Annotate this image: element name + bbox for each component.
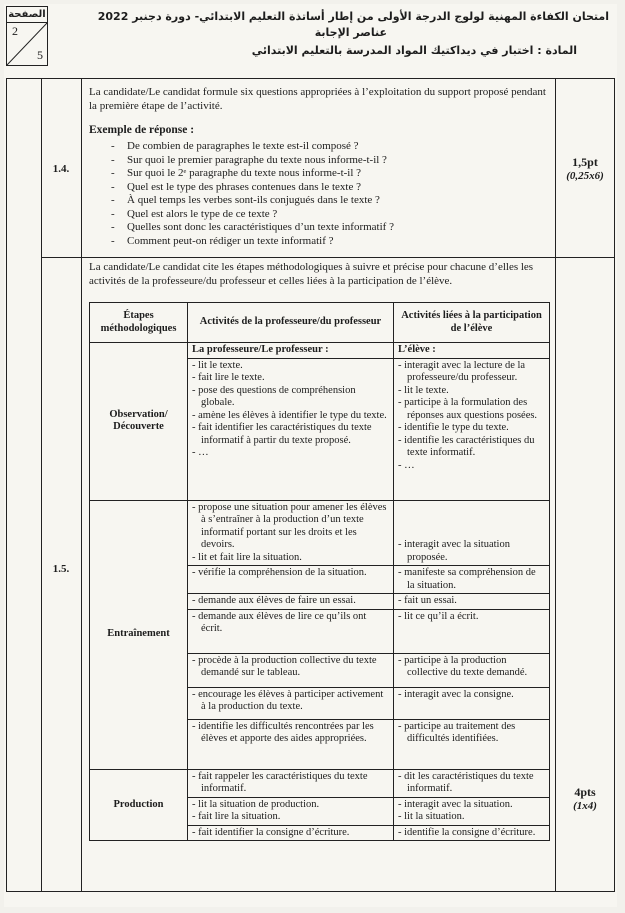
header-student-activities: Activités liées à la participation de l’élève — [394, 303, 550, 343]
header-steps: Étapes méthodologiques — [90, 303, 188, 343]
q14-points-detail: (0,25x6) — [566, 170, 604, 182]
points-column-rule — [555, 79, 556, 891]
number-column-rule — [81, 79, 82, 891]
training-teacher-cell — [188, 500, 394, 566]
activity-item: - fait lire la situation. — [192, 811, 281, 822]
q15-points-detail: (1x4) — [573, 800, 597, 812]
page-number: 2 — [12, 24, 18, 38]
production-student-cell — [394, 825, 550, 841]
activity-item: - propose une situation pour amener les élèves à s’entraîner à la production d’un texte informatif portant sur les droits et les devoirs. — [192, 501, 387, 550]
training-student-cell — [394, 594, 550, 610]
student-subheader: L’élève : — [394, 343, 550, 359]
example-question: - À quel temps les verbes sont-ils conjugués dans le texte ? — [111, 194, 551, 208]
example-question: - Quelles sont donc les caractéristiques d’un texte informatif ? — [111, 221, 551, 235]
activity-item: - identifie le type du texte. — [398, 422, 509, 433]
activity-item: - procède à la production collective du texte demandé sur le tableau. — [192, 654, 377, 678]
production-student-cell — [394, 769, 550, 797]
training-teacher-cell — [188, 566, 394, 594]
training-teacher-cell — [188, 653, 394, 687]
activity-item: - lit le texte. — [398, 384, 449, 396]
margin-rule — [41, 79, 42, 891]
activity-item: - encourage les élèves à participer activement à la production du texte. — [192, 688, 384, 712]
activity-item: - dit les caractéristiques du texte informatif. — [398, 770, 534, 794]
activity-item: - interagit avec la consigne. — [398, 688, 514, 700]
q14-points-value: 1,5pt — [572, 155, 598, 169]
question-number-1-5: 1.5. — [52, 563, 70, 575]
activity-item: - interagit avec la situation. — [398, 798, 513, 810]
production-teacher-cell — [188, 769, 394, 797]
activity-item: - demande aux élèves de lire ce qu’ils ont écrit. — [192, 610, 367, 634]
observation-teacher-cell — [188, 358, 394, 500]
production-teacher-cell — [188, 825, 394, 841]
answer-frame — [6, 78, 615, 892]
training-student-cell — [394, 609, 550, 653]
training-student-cell — [394, 566, 550, 594]
exam-answer-page — [4, 4, 617, 907]
stage-observation: Observation/ Découverte — [90, 343, 188, 501]
training-teacher-cell — [188, 594, 394, 610]
page-number-box — [6, 6, 48, 66]
activity-item: - amène les élèves à identifier le type du texte. — [192, 409, 387, 421]
example-question: - Sur quoi le 2ᵉ paragraphe du texte nous informe-t-il ? — [111, 167, 551, 181]
activity-item: - vérifie la compréhension de la situation. — [192, 567, 367, 578]
training-teacher-cell — [188, 687, 394, 719]
example-question: - Sur quoi le premier paragraphe du texte nous informe-t-il ? — [111, 154, 551, 168]
activity-item: - interagit avec la situation proposée. — [398, 539, 510, 563]
methodology-table — [89, 302, 550, 841]
page-label: الصفحة — [7, 7, 47, 23]
training-student-cell — [394, 719, 550, 769]
teacher-subheader: La professeure/Le professeur : — [188, 343, 394, 359]
subject-title: المادة : اختبار في ديداكتيك المواد المدرسة بالتعليم الابتدائي — [251, 44, 577, 57]
q15-instruction: La candidate/Le candidat cite les étapes méthodologiques à suivre et précise pour chacune d’elles les activités de la professeure/du professeur et celles liées à la participation de l’élève. — [89, 261, 534, 287]
activity-item: - identifie la consigne d’écriture. — [398, 826, 536, 838]
example-questions-list — [111, 140, 551, 248]
activity-item: - … — [398, 459, 415, 471]
activity-item: - manifeste sa compréhension de la situation. — [398, 567, 536, 591]
activity-item: - fait rappeler les caractéristiques du texte informatif. — [192, 770, 368, 794]
training-student-cell — [394, 653, 550, 687]
question-number-1-4: 1.4. — [52, 163, 70, 175]
activity-item: - participe à la production collective du texte demandé. — [398, 654, 528, 678]
activity-item: - lit ce qu’il a écrit. — [398, 610, 479, 622]
q15-points-value: 4pts — [574, 785, 596, 799]
activity-item: - fait identifier la consigne d’écriture. — [192, 826, 350, 838]
page-total: 5 — [37, 48, 43, 62]
production-teacher-cell — [188, 797, 394, 825]
activity-item: - lit la situation. — [398, 811, 465, 822]
example-question: - Quel est le type des phrases contenues dans le texte ? — [111, 181, 551, 195]
example-question: - De combien de paragraphes le texte est-il composé ? — [111, 140, 551, 154]
activity-item: - interagit avec la lecture de la professeure/du professeur. — [398, 359, 526, 383]
page-header — [4, 4, 617, 70]
activity-item: - identifie les caractéristiques du texte informatif. — [398, 434, 535, 458]
question-separator — [41, 257, 614, 258]
stage-production: Production — [90, 769, 188, 841]
q14-points — [557, 155, 613, 182]
activity-item: - pose des questions de compréhension globale. — [192, 384, 356, 408]
activity-item: - fait lire le texte. — [192, 372, 265, 383]
observation-student-cell — [394, 358, 550, 500]
q15-points — [557, 785, 613, 812]
answer-elements-title: عناصر الإجابة — [314, 26, 387, 39]
q14-instruction: La candidate/Le candidat formule six questions appropriées à l’exploitation du support proposé pendant la première étape de l’activité. — [89, 86, 546, 112]
stage-training: Entraînement — [90, 500, 188, 769]
activity-item: - identifie les difficultés rencontrées par les élèves et apporte des aides appropriées. — [192, 720, 374, 744]
example-question: - Comment peut-on rédiger un texte informatif ? — [111, 235, 551, 249]
activity-item: - demande aux élèves de faire un essai. — [192, 595, 356, 606]
activity-item: - lit et fait lire la situation. — [192, 551, 302, 563]
activity-item: - lit la situation de production. — [192, 798, 320, 810]
training-student-cell — [394, 500, 550, 566]
training-teacher-cell — [188, 609, 394, 653]
activity-item: - fait un essai. — [398, 595, 457, 606]
training-teacher-cell — [188, 719, 394, 769]
example-question: - Quel est alors le type de ce texte ? — [111, 208, 551, 222]
header-teacher-activities: Activités de la professeure/du professeur — [188, 303, 394, 343]
activity-item: - lit le texte. — [192, 359, 243, 371]
activity-item: - … — [192, 447, 209, 458]
exam-title: امتحان الكفاءة المهنية لولوج الدرجة الأولى من إطار أساتذة التعليم الابتدائي- دورة دجنبر 2022 — [97, 10, 609, 23]
production-student-cell — [394, 797, 550, 825]
example-title: Exemple de réponse : — [89, 124, 195, 136]
activity-item: - fait identifier les caractéristiques du texte informatif à partir du texte proposé. — [192, 422, 372, 446]
training-student-cell — [394, 687, 550, 719]
activity-item: - participe à la formulation des réponses aux questions posées. — [398, 397, 538, 421]
activity-item: - participe au traitement des difficultés identifiées. — [398, 720, 516, 744]
